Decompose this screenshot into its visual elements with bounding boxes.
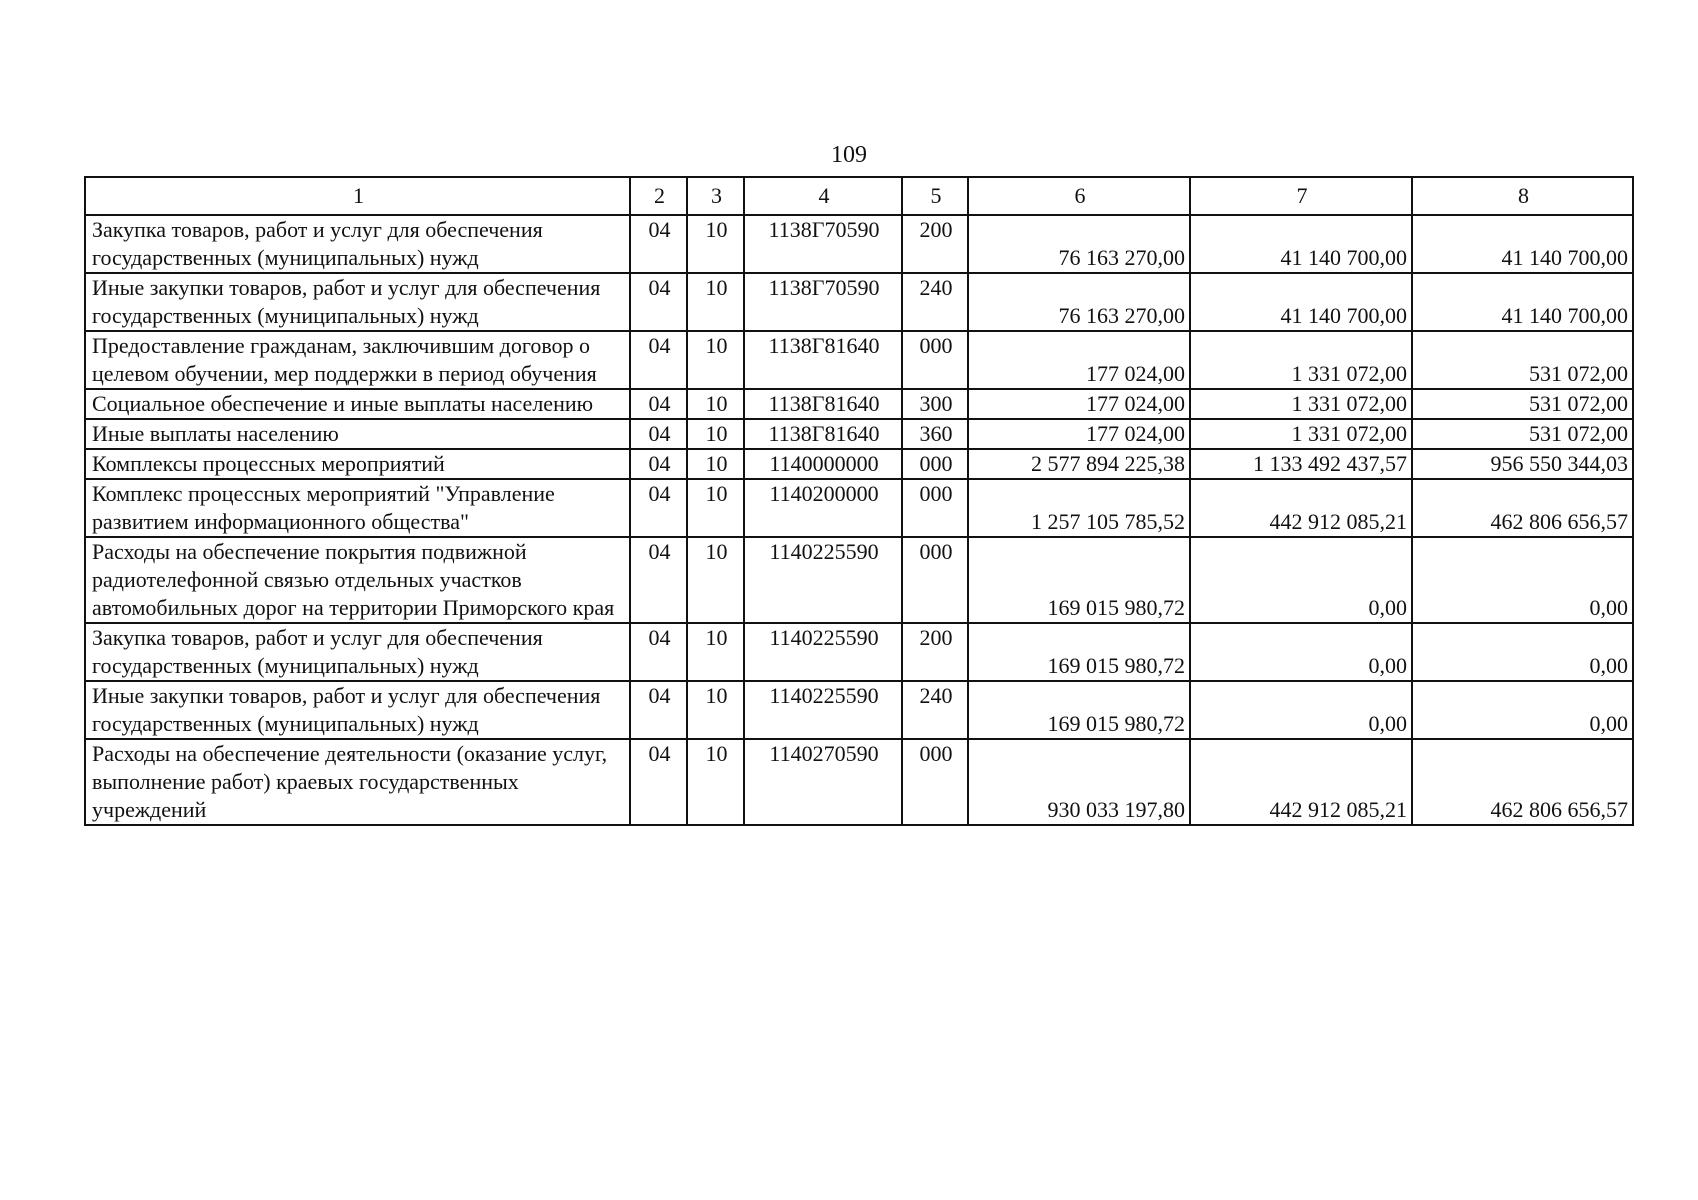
row-name: Социальное обеспечение и иные выплаты населению <box>85 389 630 419</box>
row-amount-8: 41 140 700,00 <box>1412 273 1633 331</box>
row-expense-type: 360 <box>902 419 968 449</box>
row-amount-6: 2 577 894 225,38 <box>968 449 1190 479</box>
row-amount-7: 0,00 <box>1190 623 1412 681</box>
table-row <box>85 215 1633 273</box>
table-row <box>85 537 1633 623</box>
column-header-5: 5 <box>902 177 968 215</box>
row-target-code: 1138Г70590 <box>744 215 902 273</box>
row-target-code: 1140225590 <box>744 537 902 623</box>
row-amount-7: 41 140 700,00 <box>1190 215 1412 273</box>
row-expense-type: 000 <box>902 537 968 623</box>
row-target-code: 1140200000 <box>744 479 902 537</box>
column-header-6: 6 <box>968 177 1190 215</box>
row-amount-7: 0,00 <box>1190 681 1412 739</box>
row-target-code: 1140225590 <box>744 681 902 739</box>
row-section: 04 <box>630 739 687 825</box>
row-subsection: 10 <box>687 331 744 389</box>
row-amount-6: 169 015 980,72 <box>968 623 1190 681</box>
row-amount-7: 1 331 072,00 <box>1190 419 1412 449</box>
row-target-code: 1138Г81640 <box>744 331 902 389</box>
header-row <box>85 177 1633 215</box>
row-amount-6: 930 033 197,80 <box>968 739 1190 825</box>
row-subsection: 10 <box>687 537 744 623</box>
row-amount-7: 442 912 085,21 <box>1190 739 1412 825</box>
row-amount-6: 169 015 980,72 <box>968 681 1190 739</box>
row-subsection: 10 <box>687 273 744 331</box>
row-section: 04 <box>630 681 687 739</box>
table-row <box>85 273 1633 331</box>
row-subsection: 10 <box>687 449 744 479</box>
row-amount-7: 1 133 492 437,57 <box>1190 449 1412 479</box>
table-row <box>85 331 1633 389</box>
row-section: 04 <box>630 273 687 331</box>
row-target-code: 1138Г81640 <box>744 389 902 419</box>
row-name: Иные закупки товаров, работ и услуг для обеспечения государственных (муниципальных) нужд <box>85 273 630 331</box>
row-amount-8: 462 806 656,57 <box>1412 739 1633 825</box>
row-section: 04 <box>630 479 687 537</box>
row-amount-6: 169 015 980,72 <box>968 537 1190 623</box>
row-amount-7: 442 912 085,21 <box>1190 479 1412 537</box>
row-section: 04 <box>630 389 687 419</box>
row-name: Закупка товаров, работ и услуг для обеспечения государственных (муниципальных) нужд <box>85 623 630 681</box>
table-row <box>85 739 1633 825</box>
column-header-7: 7 <box>1190 177 1412 215</box>
row-amount-8: 41 140 700,00 <box>1412 215 1633 273</box>
row-amount-6: 177 024,00 <box>968 419 1190 449</box>
row-amount-8: 0,00 <box>1412 623 1633 681</box>
row-subsection: 10 <box>687 215 744 273</box>
row-name: Расходы на обеспечение покрытия подвижной радиотелефонной связью отдельных участков автомобильных дорог на территории Приморского края <box>85 537 630 623</box>
row-amount-8: 531 072,00 <box>1412 419 1633 449</box>
column-header-1: 1 <box>85 177 630 215</box>
row-name: Комплекс процессных мероприятий "Управление развитием информационного общества" <box>85 479 630 537</box>
row-amount-8: 531 072,00 <box>1412 389 1633 419</box>
row-amount-7: 41 140 700,00 <box>1190 273 1412 331</box>
row-name: Предоставление гражданам, заключившим договор о целевом обучении, мер поддержки в период обучения <box>85 331 630 389</box>
row-name: Расходы на обеспечение деятельности (оказание услуг, выполнение работ) краевых государственных учреждений <box>85 739 630 825</box>
table-row <box>85 389 1633 419</box>
table-row <box>85 681 1633 739</box>
row-section: 04 <box>630 331 687 389</box>
row-amount-8: 0,00 <box>1412 681 1633 739</box>
row-expense-type: 300 <box>902 389 968 419</box>
row-amount-8: 462 806 656,57 <box>1412 479 1633 537</box>
row-expense-type: 200 <box>902 215 968 273</box>
row-amount-7: 0,00 <box>1190 537 1412 623</box>
row-target-code: 1140270590 <box>744 739 902 825</box>
row-subsection: 10 <box>687 389 744 419</box>
row-subsection: 10 <box>687 419 744 449</box>
row-expense-type: 000 <box>902 331 968 389</box>
row-name: Иные закупки товаров, работ и услуг для обеспечения государственных (муниципальных) нужд <box>85 681 630 739</box>
row-amount-8: 531 072,00 <box>1412 331 1633 389</box>
column-header-2: 2 <box>630 177 687 215</box>
row-subsection: 10 <box>687 681 744 739</box>
row-section: 04 <box>630 449 687 479</box>
row-amount-8: 0,00 <box>1412 537 1633 623</box>
row-expense-type: 000 <box>902 449 968 479</box>
row-name: Закупка товаров, работ и услуг для обеспечения государственных (муниципальных) нужд <box>85 215 630 273</box>
column-header-8: 8 <box>1412 177 1633 215</box>
row-expense-type: 000 <box>902 479 968 537</box>
column-header-4: 4 <box>744 177 902 215</box>
table-row <box>85 419 1633 449</box>
row-target-code: 1138Г81640 <box>744 419 902 449</box>
row-section: 04 <box>630 623 687 681</box>
row-expense-type: 000 <box>902 739 968 825</box>
budget-table <box>84 176 1634 826</box>
row-section: 04 <box>630 419 687 449</box>
row-target-code: 1140000000 <box>744 449 902 479</box>
row-amount-8: 956 550 344,03 <box>1412 449 1633 479</box>
row-amount-6: 76 163 270,00 <box>968 215 1190 273</box>
row-target-code: 1140225590 <box>744 623 902 681</box>
row-name: Иные выплаты населению <box>85 419 630 449</box>
row-amount-6: 76 163 270,00 <box>968 273 1190 331</box>
row-name: Комплексы процессных мероприятий <box>85 449 630 479</box>
row-subsection: 10 <box>687 739 744 825</box>
row-section: 04 <box>630 215 687 273</box>
row-amount-6: 177 024,00 <box>968 331 1190 389</box>
row-expense-type: 240 <box>902 273 968 331</box>
row-expense-type: 240 <box>902 681 968 739</box>
row-amount-6: 177 024,00 <box>968 389 1190 419</box>
row-subsection: 10 <box>687 479 744 537</box>
row-amount-7: 1 331 072,00 <box>1190 331 1412 389</box>
page-number: 109 <box>831 142 867 168</box>
row-amount-6: 1 257 105 785,52 <box>968 479 1190 537</box>
row-section: 04 <box>630 537 687 623</box>
table-row <box>85 449 1633 479</box>
table-row <box>85 623 1633 681</box>
row-subsection: 10 <box>687 623 744 681</box>
row-expense-type: 200 <box>902 623 968 681</box>
row-amount-7: 1 331 072,00 <box>1190 389 1412 419</box>
table-row <box>85 479 1633 537</box>
row-target-code: 1138Г70590 <box>744 273 902 331</box>
column-header-3: 3 <box>687 177 744 215</box>
